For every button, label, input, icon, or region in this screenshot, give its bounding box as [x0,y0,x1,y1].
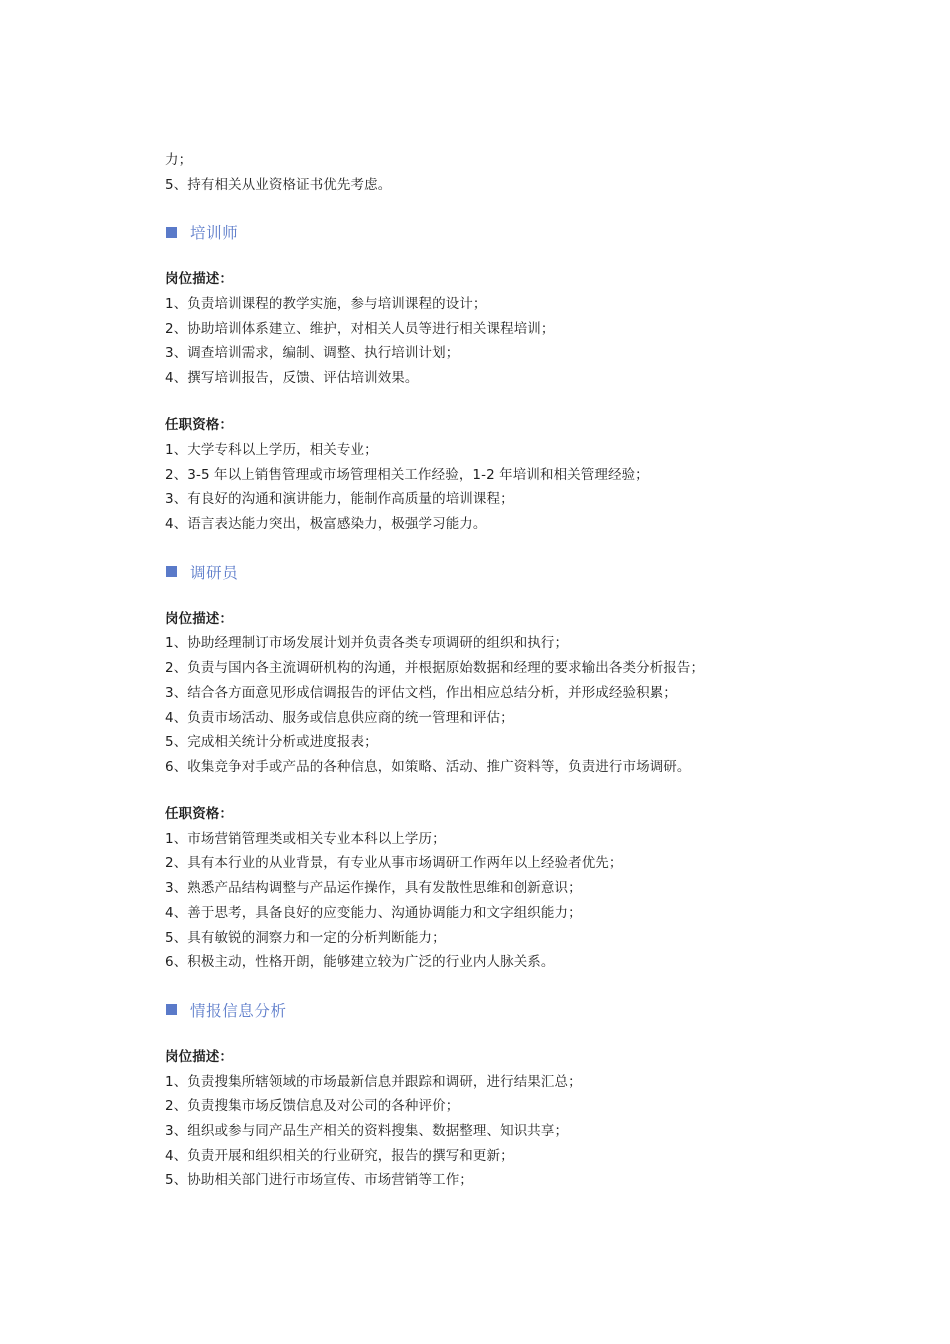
list-item: 3、有良好的沟通和演讲能力，能制作高质量的培训课程； [165,491,514,508]
list-item: 3、调查培训需求，编制、调整、执行培训计划； [165,345,460,362]
description-label: 岗位描述： [165,1048,233,1065]
section-title: 情报信息分析 [190,1001,287,1020]
list-item: 6、积极主动，性格开朗，能够建立较为广泛的行业内人脉关系。 [165,954,555,971]
intro-line: 5、持有相关从业资格证书优先考虑。 [165,176,392,193]
list-item: 6、收集竞争对手或产品的各种信息，如策略、活动、推广资料等，负责进行市场调研。 [165,758,691,775]
intelligence-description [165,1045,805,1193]
list-item: 3、熟悉产品结构调整与产品运作操作，具有发散性思维和创新意识； [165,880,582,897]
section-heading-intelligence-analyst [165,998,805,1022]
list-item: 2、协助培训体系建立、维护，对相关人员等进行相关课程培训； [165,320,555,337]
trainer-description [165,267,805,390]
list-item: 2、3-5 年以上销售管理或市场管理相关工作经验，1-2 年培训和相关管理经验； [165,466,649,483]
list-item: 5、完成相关统计分析或进度报表； [165,734,378,751]
researcher-requirements [165,802,805,975]
list-item: 2、负责搜集市场反馈信息及对公司的各种评价； [165,1098,460,1115]
researcher-description [165,607,805,780]
section-title: 培训师 [190,224,239,243]
list-item: 3、组织或参与同产品生产相关的资料搜集、数据整理、知识共享； [165,1122,569,1139]
list-item: 4、善于思考，具备良好的应变能力、沟通协调能力和文字组织能力； [165,904,582,921]
intro-block [165,148,805,197]
section-title: 调研员 [190,563,239,582]
list-item: 4、撰写培训报告，反馈、评估培训效果。 [165,370,419,387]
list-item: 1、协助经理制订市场发展计划并负责各类专项调研的组织和执行； [165,635,569,652]
requirements-label: 任职资格： [165,806,233,823]
list-item: 1、市场营销管理类或相关专业本科以上学历； [165,830,446,847]
square-bullet-icon [166,566,177,577]
list-item: 5、具有敏锐的洞察力和一定的分析判断能力； [165,929,446,946]
list-item: 4、负责市场活动、服务或信息供应商的统一管理和评估； [165,709,514,726]
list-item: 2、负责与国内各主流调研机构的沟通，并根据原始数据和经理的要求输出各类分析报告； [165,660,705,677]
intro-line: 力； [165,152,193,168]
square-bullet-icon [166,1004,177,1015]
spacer [165,780,805,803]
document-content [165,148,805,1193]
list-item: 1、负责搜集所辖领域的市场最新信息并跟踪和调研，进行结果汇总； [165,1073,582,1090]
list-item: 2、具有本行业的从业背景，有专业从事市场调研工作两年以上经验者优先； [165,855,623,872]
trainer-requirements [165,413,805,536]
list-item: 3、结合各方面意见形成信调报告的评估文档，作出相应总结分析，并形成经验积累； [165,684,677,701]
description-label: 岗位描述： [165,271,233,288]
section-heading-trainer [165,220,805,244]
square-bullet-icon [166,227,177,238]
requirements-label: 任职资格： [165,417,233,434]
section-heading-researcher [165,560,805,584]
list-item: 4、语言表达能力突出，极富感染力，极强学习能力。 [165,516,487,533]
list-item: 1、大学专科以上学历，相关专业； [165,442,378,458]
spacer [165,391,805,414]
list-item: 4、负责开展和组织相关的行业研究，报告的撰写和更新； [165,1147,514,1164]
list-item: 1、负责培训课程的教学实施，参与培训课程的设计； [165,296,487,313]
list-item: 5、协助相关部门进行市场宣传、市场营销等工作； [165,1172,473,1189]
description-label: 岗位描述： [165,610,233,627]
